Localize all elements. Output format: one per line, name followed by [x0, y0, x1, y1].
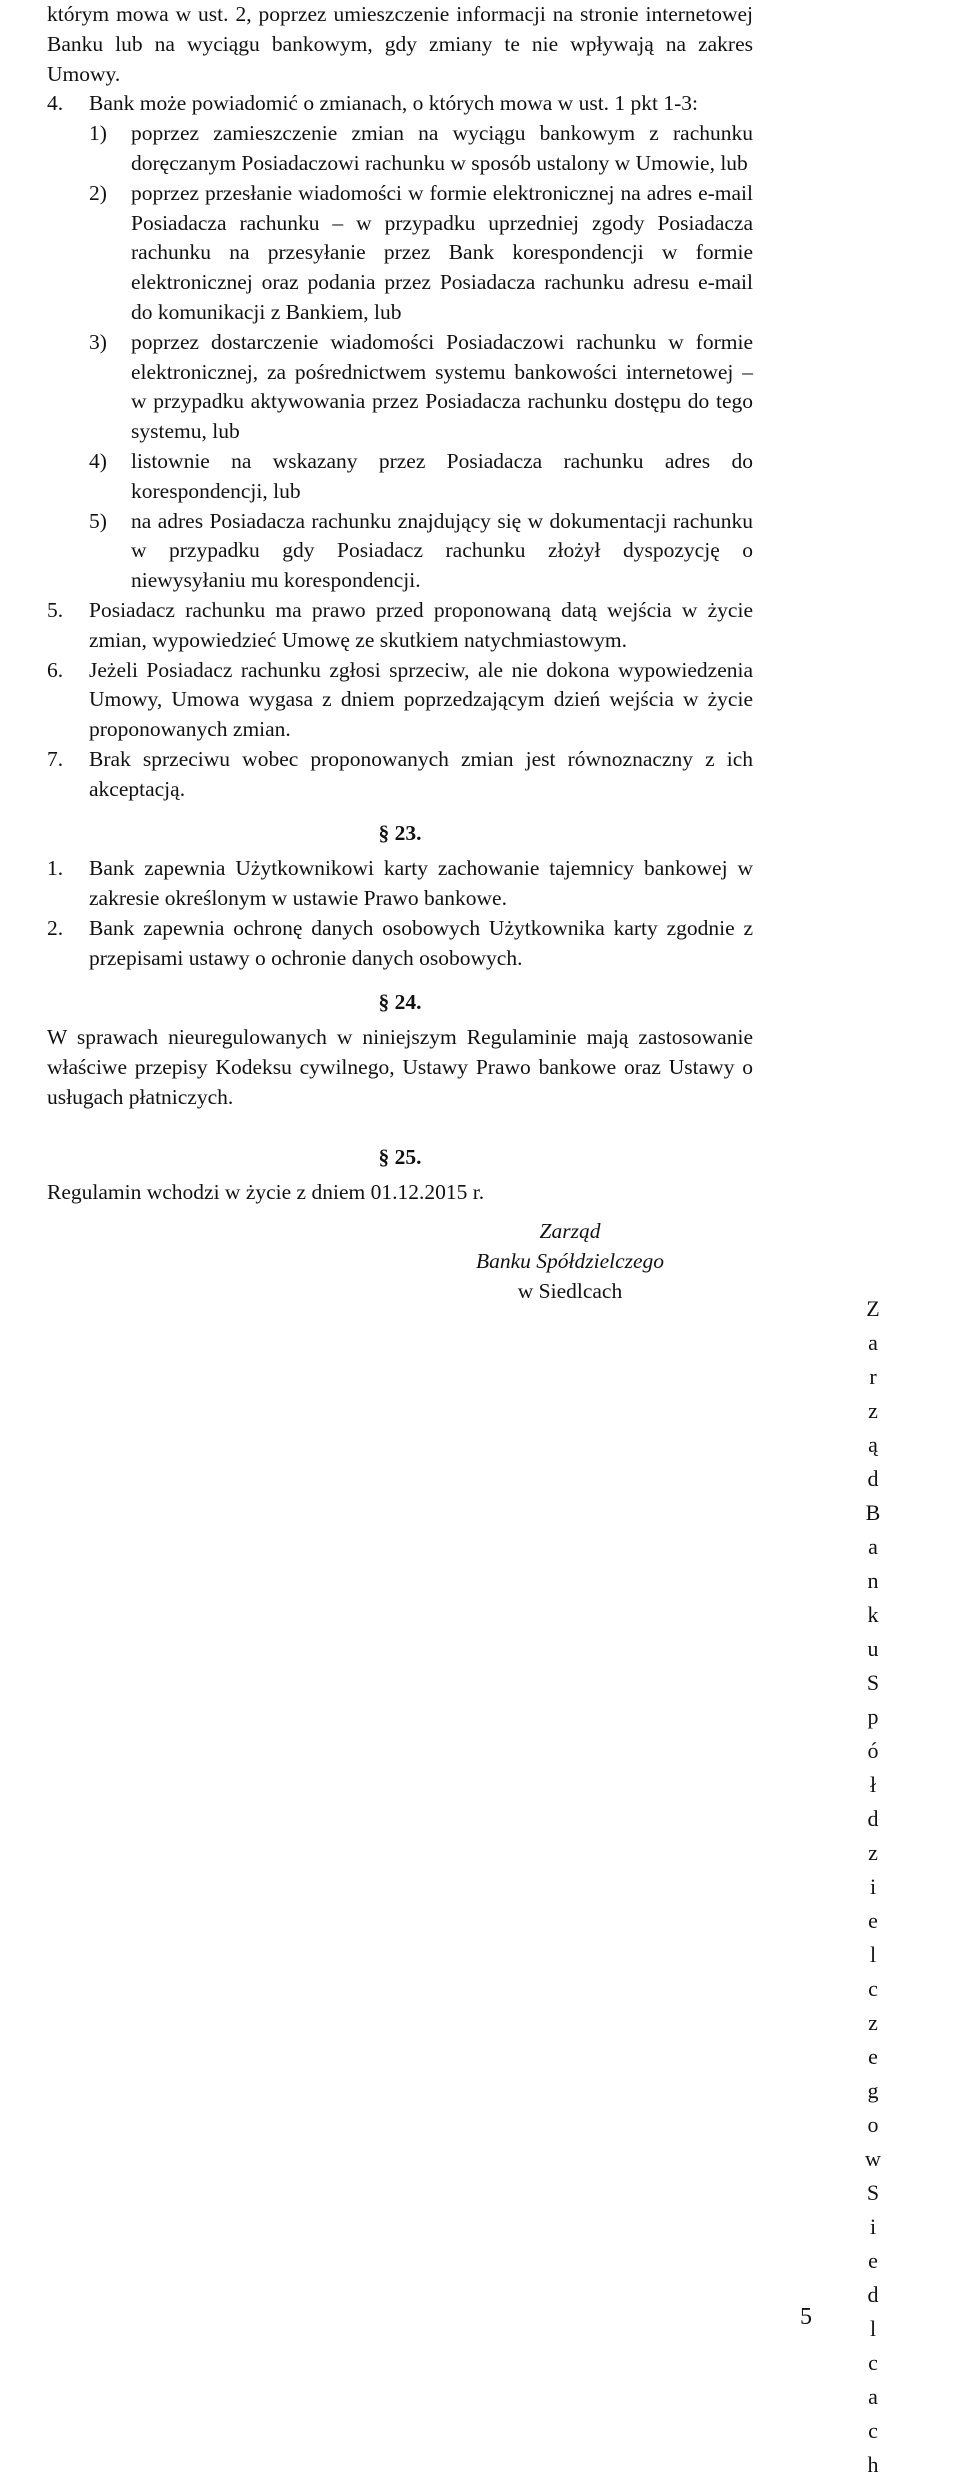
vertical-letter: k: [867, 1602, 879, 1627]
vertical-letter: Z: [866, 1296, 880, 1321]
paragraph-text: Bank zapewnia Użytkownikowi karty zachowanie tajemnicy bankowej w zakresie określonym w ustawie Prawo bankowe.: [89, 856, 753, 911]
paragraph-text: Bank może powiadomić o zmianach, o których mowa w ust. 1 pkt 1-3:: [89, 91, 699, 116]
list-item-3: [89, 328, 753, 447]
vertical-letter: c: [868, 2418, 878, 2443]
vertical-letter: h: [867, 2452, 879, 2477]
vertical-letter: ó: [867, 1738, 879, 1763]
vertical-letter: e: [868, 2248, 878, 2273]
paragraph-5: [47, 596, 753, 656]
list-number: 2): [89, 180, 107, 205]
list-number: 5): [89, 508, 107, 533]
vertical-letter: S: [866, 1670, 880, 1695]
paragraph-number: 7.: [47, 746, 64, 771]
vertical-letter: d: [867, 1466, 879, 1491]
list-text: listownie na wskazany przez Posiadacza rachunku adres do korespondencji, lub: [131, 448, 753, 503]
paragraph-4: [47, 89, 753, 119]
vertical-letter: w: [865, 2146, 881, 2171]
vertical-letter: p: [867, 1704, 879, 1729]
vertical-letter: a: [868, 2384, 878, 2409]
list-item-1: [89, 119, 753, 179]
signature-line-board: Zarząd: [539, 1219, 601, 1243]
vertical-letter: r: [869, 1364, 877, 1389]
document-body: [47, 0, 753, 1208]
vertical-letter: l: [869, 2316, 877, 2341]
vertical-letter: ą: [868, 1432, 878, 1457]
paragraph-text: Posiadacz rachunku ma prawo przed proponowaną datą wejścia w życie zmian, wypowiedzieć Umowę ze skutkiem natychmiastowym.: [89, 597, 753, 652]
list-item-2: [89, 179, 753, 328]
paragraph-6: [47, 656, 753, 745]
list-text: na adres Posiadacza rachunku znajdujący się w dokumentacji rachunku w przypadku gdy Posiadacz rachunku złożył dyspozycję o niewysyłaniu mu korespondencji.: [131, 508, 753, 593]
vertical-letter: u: [867, 1636, 879, 1661]
paragraph-number: 6.: [47, 657, 64, 682]
paragraph-number: 4.: [47, 91, 64, 116]
paragraph-text: Jeżeli Posiadacz rachunku zgłosi sprzeciw, ale nie dokona wypowiedzenia Umowy, Umowa wygasa z dniem poprzedzającym dzień wejścia w życie proponowanych zmian.: [89, 657, 753, 742]
vertical-letter: l: [869, 1942, 877, 1967]
vertical-letter: c: [868, 2350, 878, 2375]
vertical-letter: n: [867, 1568, 879, 1593]
paragraph-number: 5.: [47, 597, 64, 622]
paragraph-text: Bank zapewnia ochronę danych osobowych Użytkownika karty zgodnie z przepisami ustawy o ochronie danych osobowych.: [89, 915, 753, 970]
list-text: poprzez przesłanie wiadomości w formie elektronicznej na adres e-mail Posiadacza rachunku – w przypadku uprzedniej zgody Posiadacza rachunku na przesyłanie przez Bank korespondencji w formie elektronicznej oraz podania przez Posiadacza rachunku adresu e-mail do komunikacji z Bankiem, lub: [131, 180, 753, 324]
section-25-text: Regulamin wchodzi w życie z dniem 01.12.2015 r.: [47, 1180, 485, 1205]
paragraph-7: [47, 745, 753, 805]
section-23-item-1: [47, 854, 753, 914]
vertical-letter: a: [868, 1534, 878, 1559]
section-heading-23: § 23.: [378, 820, 422, 845]
vertical-letter: d: [867, 1806, 879, 1831]
vertical-letter: i: [869, 2214, 877, 2239]
vertical-letter: z: [868, 2010, 878, 2035]
vertical-letter: z: [868, 1840, 878, 1865]
vertical-letter: d: [867, 2282, 879, 2307]
signature-line-bank: Banku Spółdzielczego: [475, 1248, 665, 1273]
vertical-letter: ł: [869, 1772, 877, 1797]
vertical-letter: g: [867, 2078, 879, 2103]
vertical-letter: o: [867, 2112, 879, 2137]
section-heading-24: § 24.: [378, 989, 422, 1014]
paragraph-text: Brak sprzeciwu wobec proponowanych zmian jest równoznaczny z ich akceptacją.: [89, 746, 753, 801]
list-item-5: [89, 507, 753, 596]
vertical-letter: e: [868, 2044, 878, 2069]
vertical-letter: c: [868, 1976, 878, 2001]
signature-line-city: w Siedlcach: [517, 1278, 623, 1303]
intro-paragraph: którym mowa w ust. 2, poprzez umieszczenie informacji na stronie internetowej Banku lub na wyciągu bankowym, gdy zmiany te nie wpływają na zakres Umowy.: [47, 2, 753, 86]
list-number: 3): [89, 329, 107, 354]
vertical-letter: B: [865, 1500, 881, 1525]
list-text: poprzez dostarczenie wiadomości Posiadaczowi rachunku w formie elektronicznej, za pośrednictwem systemu bankowości internetowej – w przypadku aktywowania przez Posiadacza rachunku dostępu do tego systemu, lub: [131, 329, 753, 444]
signature-block: [420, 1217, 720, 1306]
vertical-letter: a: [868, 1330, 878, 1355]
vertical-letter: S: [866, 2180, 880, 2205]
page-number: 5: [800, 2304, 812, 2330]
list-number: 4): [89, 448, 107, 473]
section-heading-25: § 25.: [378, 1144, 422, 1169]
vertical-letter: e: [868, 1908, 878, 1933]
section-23-item-2: [47, 914, 753, 974]
vertical-letter: i: [869, 1874, 877, 1899]
vertical-letter: z: [868, 1398, 878, 1423]
vertical-margin-text: [858, 1292, 888, 2482]
section-24-text: W sprawach nieuregulowanych w niniejszym Regulaminie mają zastosowanie właściwe przepisy Kodeksu cywilnego, Ustawy Prawo bankowe oraz Ustawy o usługach płatniczych.: [47, 1025, 753, 1109]
list-text: poprzez zamieszczenie zmian na wyciągu bankowym z rachunku doręczanym Posiadaczowi rachunku w sposób ustalony w Umowie, lub: [131, 121, 753, 175]
paragraph-number: 2.: [47, 915, 64, 940]
list-number: 1): [89, 121, 107, 146]
paragraph-number: 1.: [47, 856, 64, 881]
list-item-4: [89, 447, 753, 507]
